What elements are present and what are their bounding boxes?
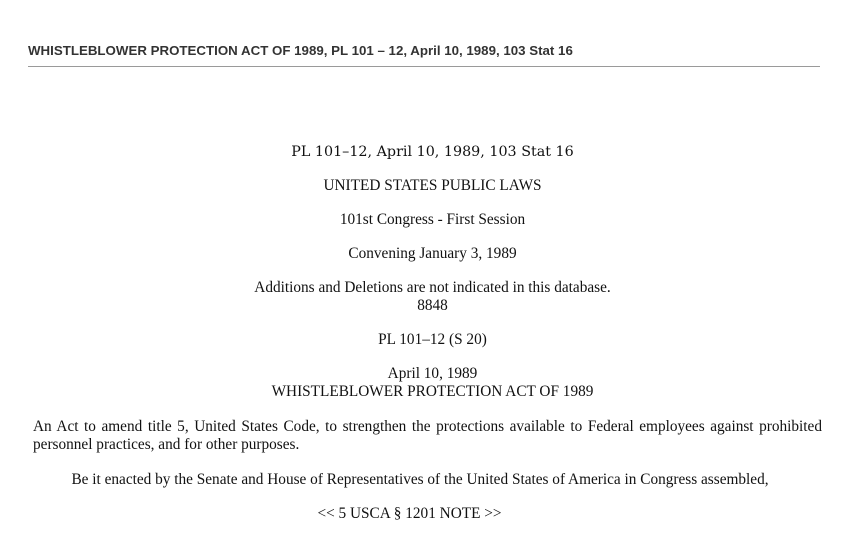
enacting-clause: Be it enacted by the Senate and House of Representatives of the United States of America in Congress assembled,: [71, 471, 769, 488]
page-number: 8848: [417, 297, 448, 314]
law-number: PL 101–12 (S 20): [378, 331, 487, 348]
usca-reference-link[interactable]: << 5 USCA § 1201 NOTE >>: [317, 505, 502, 522]
enactment-date: April 10, 1989: [387, 365, 478, 382]
document-header-title: WHISTLEBLOWER PROTECTION ACT OF 1989, PL 101 – 12, April 10, 1989, 103 Stat 16: [28, 42, 820, 67]
database-notice: Additions and Deletions are not indicated in this database.: [254, 279, 611, 296]
convening-date: Convening January 3, 1989: [348, 245, 517, 262]
act-purpose-paragraph: An Act to amend title 5, United States Code, to strengthen the protections available to Federal employees against prohibited personnel practices, and for other purposes.: [33, 418, 822, 453]
citation-heading: PL 101–12, April 10, 1989, 103 Stat 16: [291, 144, 574, 160]
congress-session: 101st Congress - First Session: [339, 211, 526, 228]
act-title: WHISTLEBLOWER PROTECTION ACT OF 1989: [271, 383, 594, 400]
publication-name: UNITED STATES PUBLIC LAWS: [323, 177, 542, 194]
